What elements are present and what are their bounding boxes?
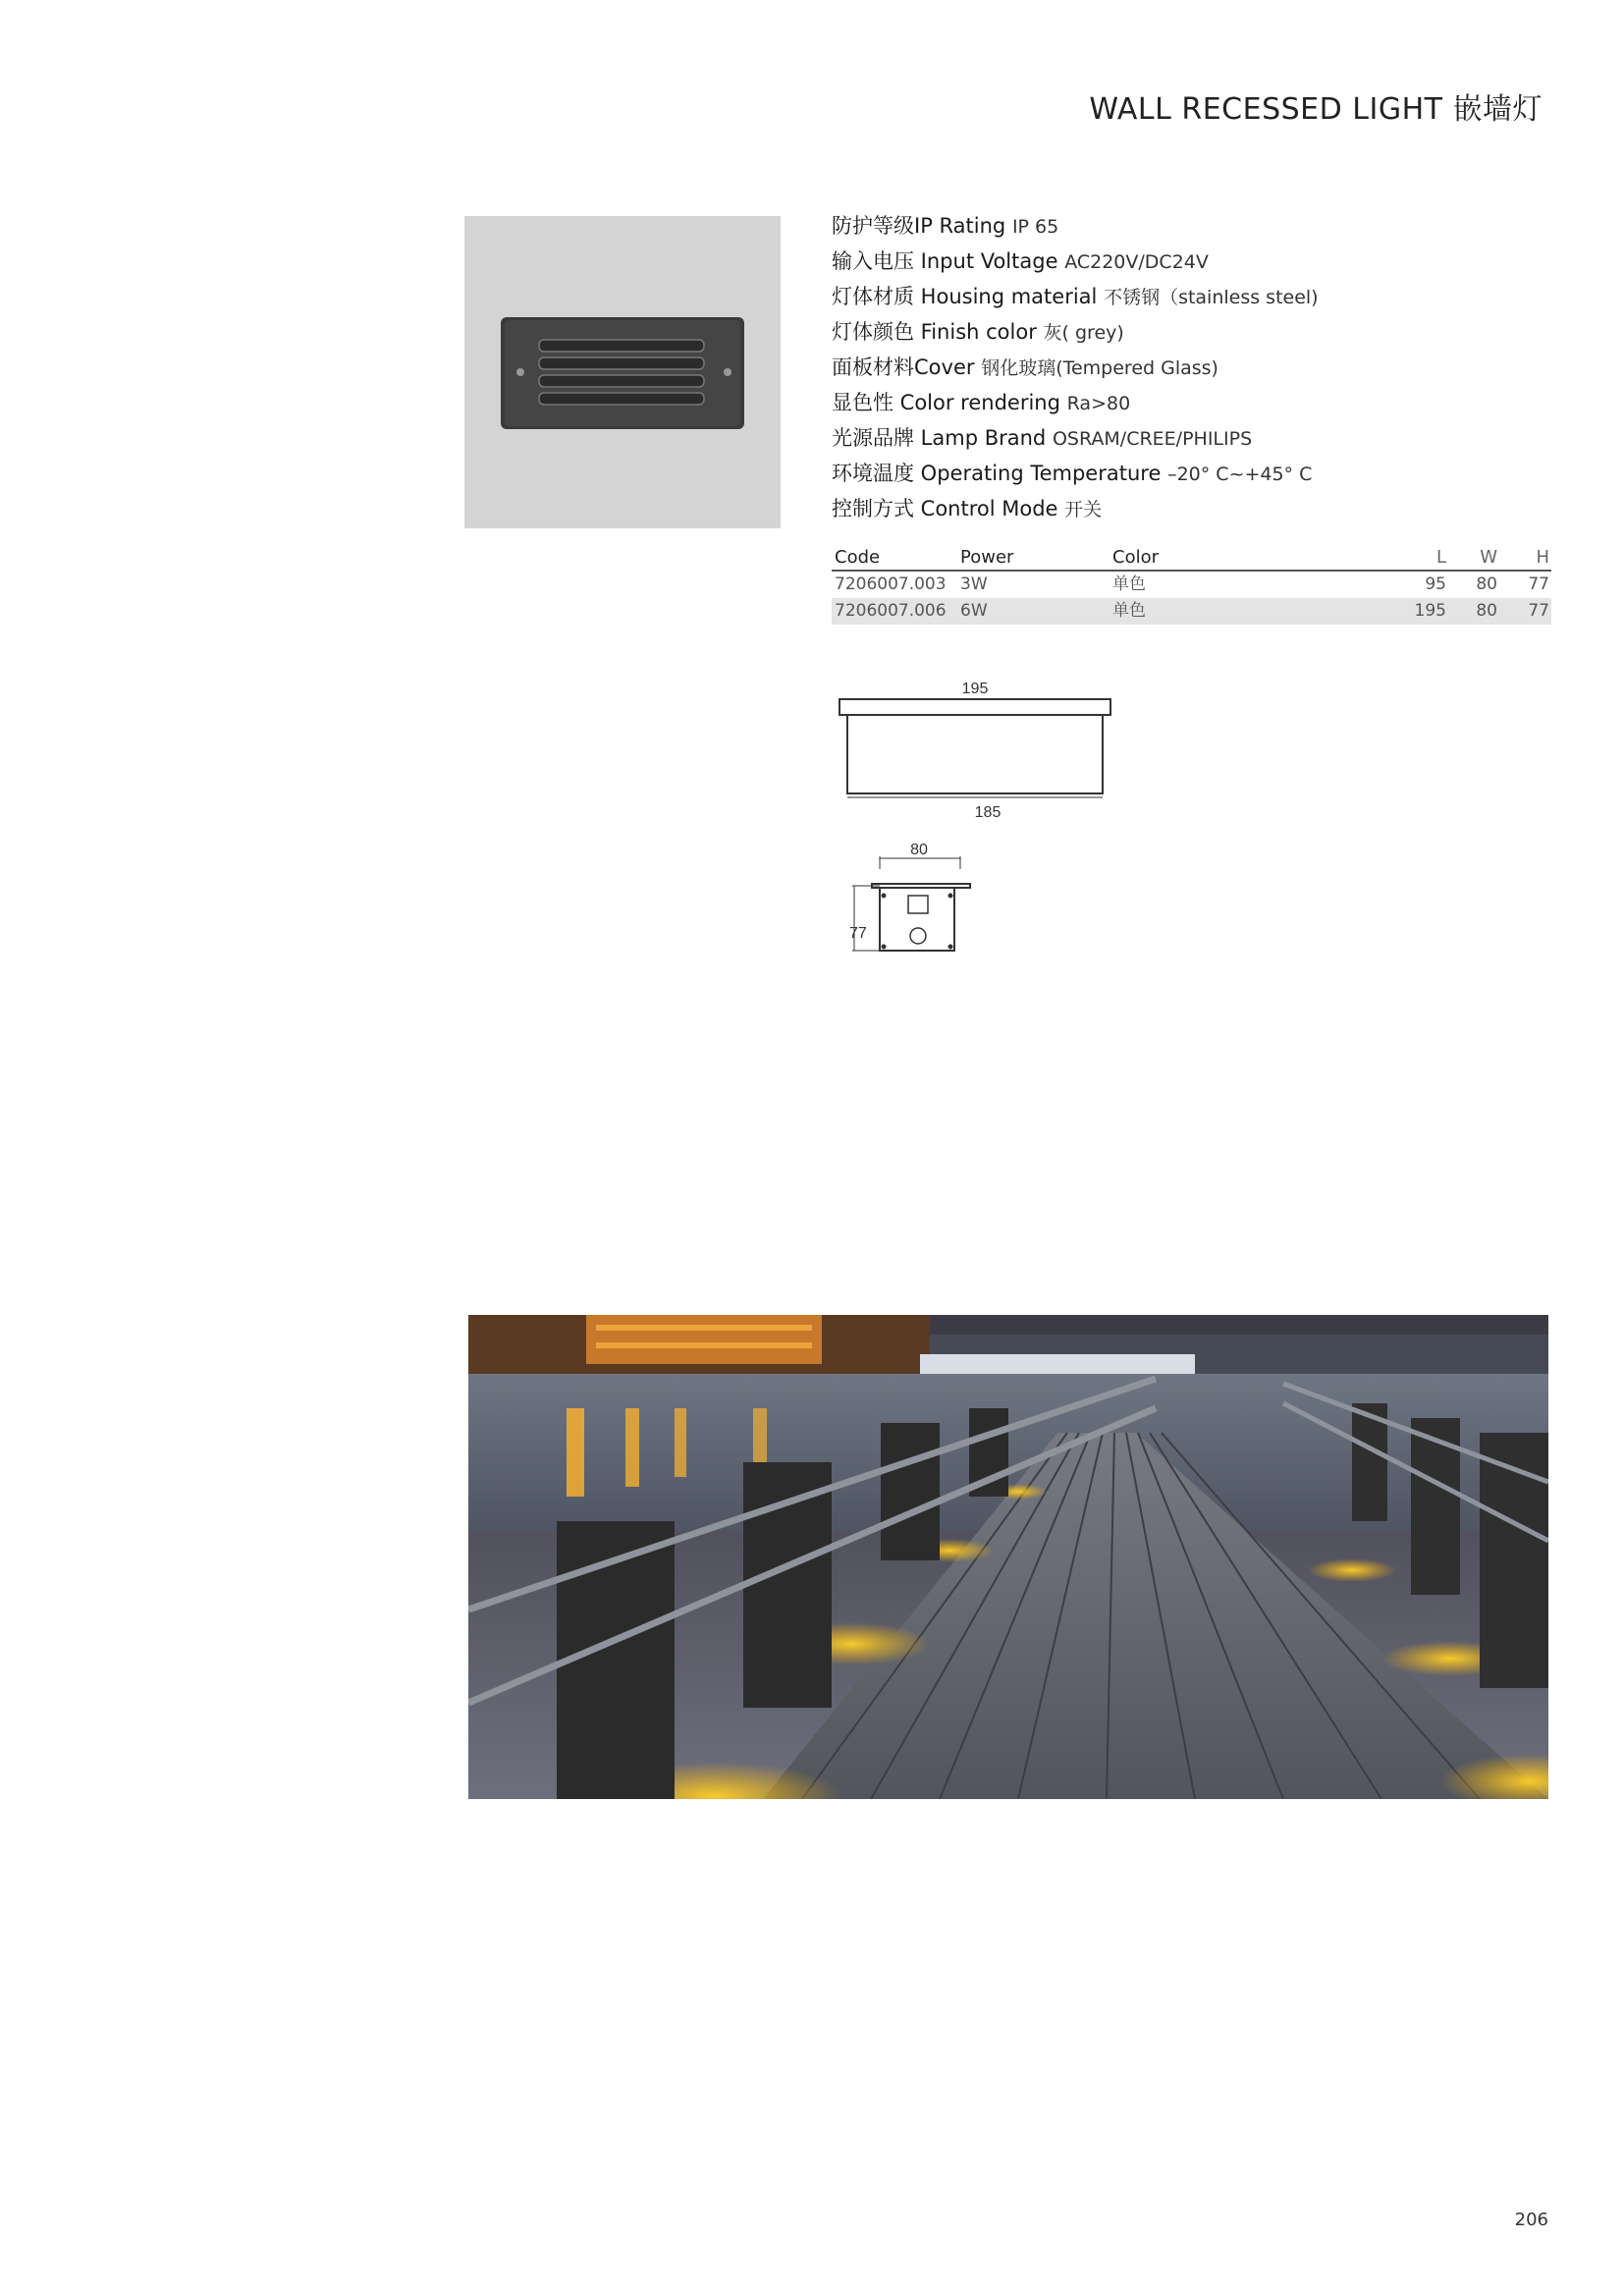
dim-side-height: 77	[849, 925, 867, 942]
spec-finish-color: 灯体颜色 Finish color 灰( grey)	[832, 320, 1124, 344]
header-h: H	[1536, 547, 1549, 568]
dimension-drawing	[825, 668, 1119, 982]
table-row: 7206007.003 3W 单色 95 80 77	[835, 574, 1549, 594]
header-color: Color	[1112, 547, 1159, 568]
spec-lamp-brand: 光源品牌 Lamp Brand OSRAM/CREE/PHILIPS	[832, 426, 1253, 450]
table-row: 7206007.006 6W 单色 195 80 77	[832, 598, 1551, 625]
spec-control-mode: 控制方式 Control Mode 开关	[832, 497, 1103, 520]
side-view	[852, 856, 970, 951]
spec-housing-material: 灯体材质 Housing material 不锈钢（stainless steel)	[832, 285, 1319, 308]
header-power: Power	[960, 547, 1014, 568]
header-l: L	[1435, 547, 1446, 568]
page-title: WALL RECESSED LIGHT 嵌墙灯	[1089, 92, 1543, 127]
spec-color-rendering: 显色性 Color rendering Ra>80	[832, 391, 1131, 414]
dim-front-bottom: 185	[974, 804, 1001, 821]
spec-operating-temperature: 环境温度 Operating Temperature –20° C~+45° C	[832, 462, 1313, 485]
page-number: 206	[1514, 2210, 1548, 2230]
dim-side-width: 80	[910, 842, 928, 858]
boardwalk-night-photo	[468, 1315, 1548, 1799]
front-view	[839, 699, 1110, 797]
header-code: Code	[835, 547, 881, 568]
dim-front-top: 195	[961, 681, 989, 697]
table-header	[832, 546, 1551, 572]
header-w: W	[1480, 547, 1497, 568]
product-photo	[464, 216, 781, 528]
spec-ip-rating: 防护等级IP Rating IP 65	[832, 214, 1059, 238]
spec-input-voltage: 输入电压 Input Voltage AC220V/DC24V	[832, 249, 1209, 273]
wall-light-image	[464, 216, 781, 528]
spec-table	[832, 546, 1551, 625]
spec-cover: 面板材料Cover 钢化玻璃(Tempered Glass)	[832, 355, 1218, 379]
spec-list	[832, 208, 1539, 526]
